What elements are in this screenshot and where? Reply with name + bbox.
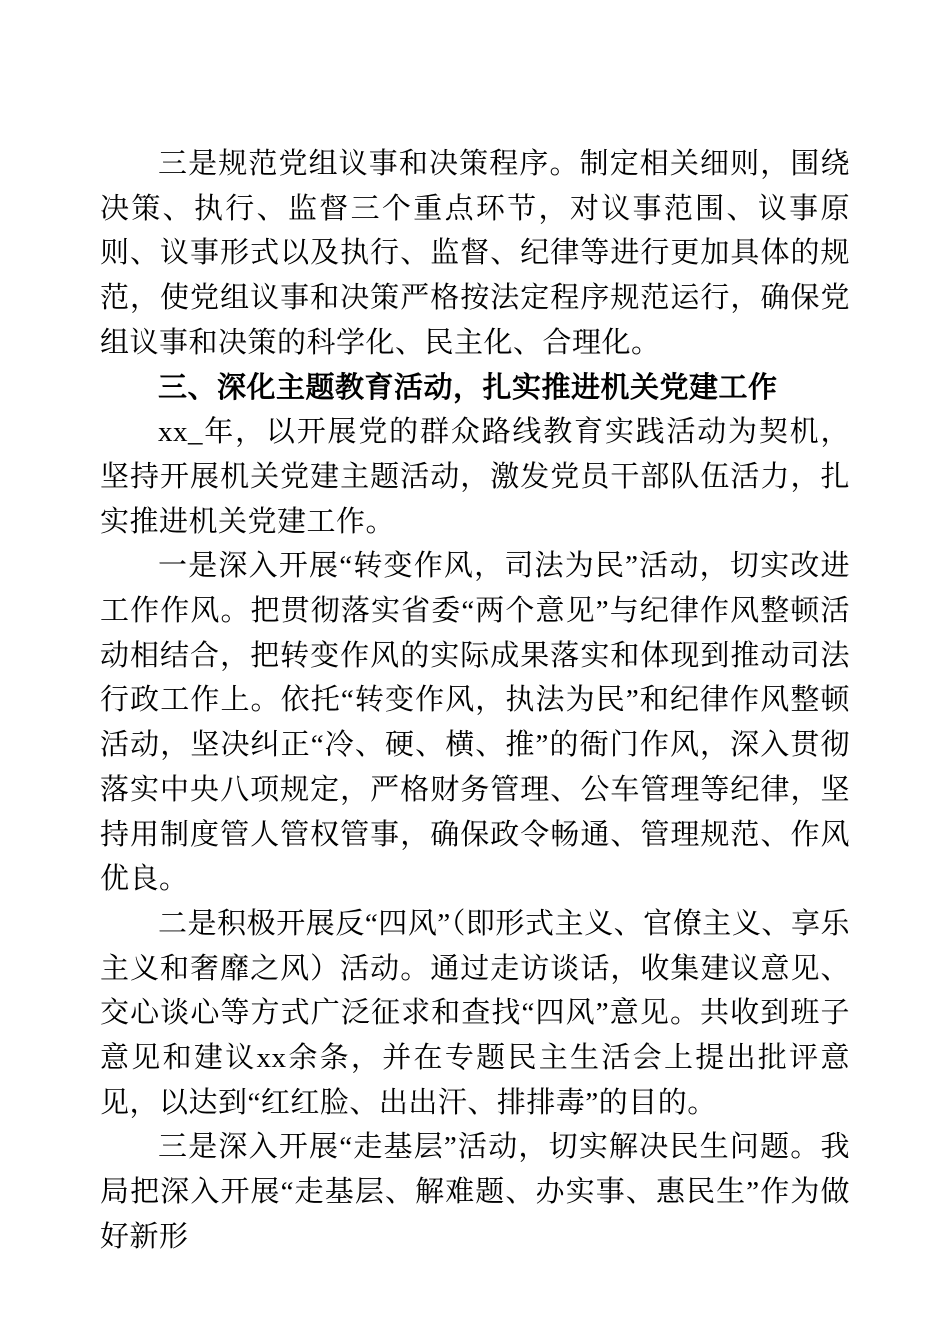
paragraph-anti-four-winds: 二是积极开展反“四风”（即形式主义、官僚主义、享乐主义和奢靡之风）活动。通过走访谈话，收集建议意见、交心谈心等方式广泛征求和查找“四风”意见。共收到班子意见和建议xx余条，并在专题民主生活会上提出批评意见，以达到“红红脸、出出汗、排排毒”的目的。 <box>100 907 850 1119</box>
section-heading-theme-education: 三、深化主题教育活动，扎实推进机关党建工作 <box>158 371 778 404</box>
paragraph-party-group-procedures: 三是规范党组议事和决策程序。制定相关细则，围绕决策、执行、监督三个重点环节，对议事范围、议事原则、议事形式以及执行、监督、纪律等进行更加具体的规范，使党组议事和决策严格按法定程序规范运行，确保党组议事和决策的科学化、民主化、合理化。 <box>100 148 850 359</box>
paragraph-mass-line-intro: xx_年，以开展党的群众路线教育实践活动为契机，坚持开展机关党建主题活动，激发党员干部队伍活力，扎实推进机关党建工作。 <box>100 416 850 538</box>
document-body <box>100 142 850 1260</box>
paragraph-work-style-change: 一是深入开展“转变作风，司法为民”活动，切实改进工作作风。把贯彻落实省委“两个意见”与纪律作风整顿活动相结合，把转变作风的实际成果落实和体现到推动司法行政工作上。依托“转变作风，执法为民”和纪律作风整顿活动，坚决纠正“冷、硬、横、推”的衙门作风，深入贯彻落实中央八项规定，严格财务管理、公车管理等纪律，坚持用制度管人管权管事，确保政令畅通、管理规范、作风优良。 <box>100 550 850 896</box>
paragraph-grassroots-activity: 三是深入开展“走基层”活动，切实解决民生问题。我局把深入开展“走基层、解难题、办实事、惠民生”作为做好新形 <box>100 1131 850 1253</box>
